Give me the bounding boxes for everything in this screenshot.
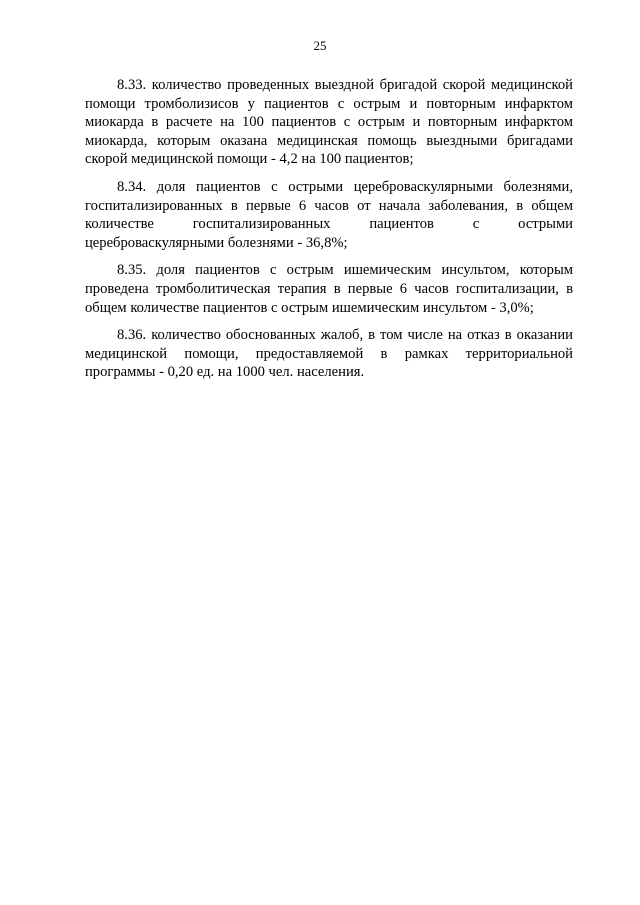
paragraph-8-33: 8.33. количество проведенных выездной бригадой скорой медицинской помощи тромболизисов у пациентов с острым и повторным инфарктом миокарда в расчете на 100 пациентов с острым и повторным инфарктом миокарда, которым оказана медицинская помощь выездными бригадами скорой медицинской помощи - 4,2 на 100 пациентов;: [85, 77, 573, 168]
paragraph-8-36: 8.36. количество обоснованных жалоб, в том числе на отказ в оказании медицинской помощи, предоставляемой в рамках территориальной программы - 0,20 ед. на 1000 чел. населения.: [85, 327, 573, 381]
paragraph-8-34: 8.34. доля пациентов с острыми цереброваскулярными болезнями, госпитализированных в первые 6 часов от начала заболевания, в общем количестве госпитализированных пациентов с острыми цереброваскулярными болезнями - 36,8%;: [85, 178, 573, 251]
document-body: [85, 76, 573, 391]
paragraph-8-35: 8.35. доля пациентов с острым ишемическим инсультом, которым проведена тромболитическая терапия в первые 6 часов госпитализации, в общем количестве пациентов с острым ишемическим инсультом - 3,0%;: [85, 262, 573, 316]
page-number: 25: [313, 38, 327, 53]
